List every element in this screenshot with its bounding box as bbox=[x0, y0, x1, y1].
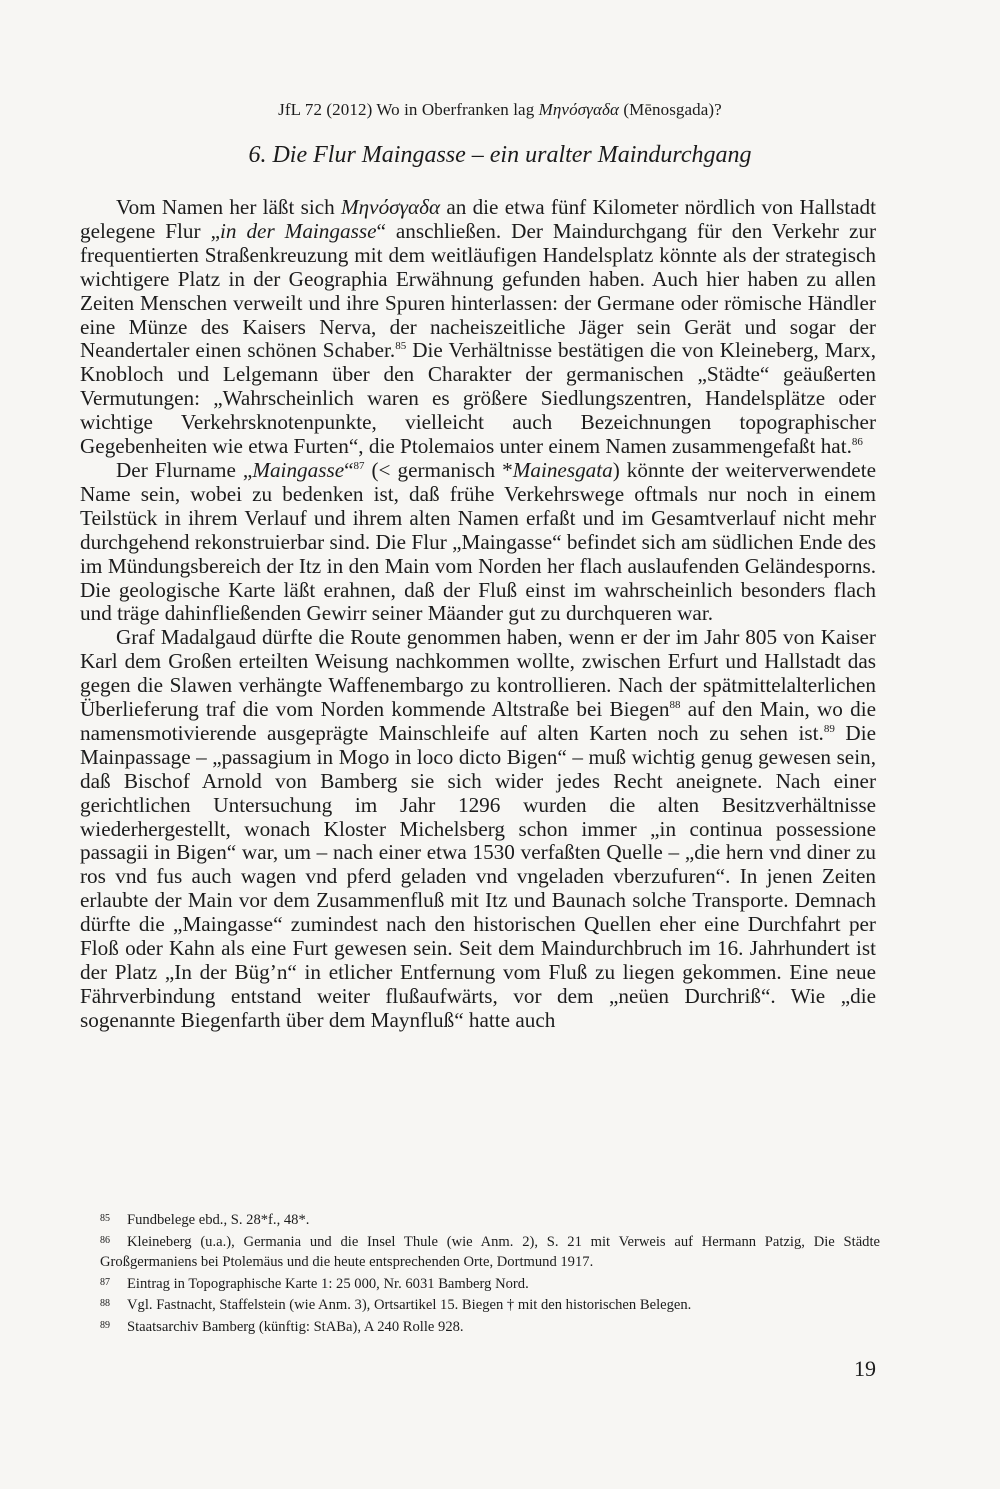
section-heading: 6. Die Flur Maingasse – ein uralter Maindurchgang bbox=[248, 142, 752, 168]
footnote-85 bbox=[100, 1209, 880, 1231]
p1-text-d: Die Verhältnisse bestätigen die von Kleineberg, Marx, Knobloch und Lelgemann über den Charakter der germanischen „Städte“ geäußerten Vermutungen: „Wahrscheinlich waren es größere Siedlungszentren, Handelsplätze oder wichtige Verkehrsknotenpunkte, vielleicht auch Bezeichnungen topographischer Gegebenheiten wie etwa Furten“, die Ptolemaios unter einem Namen zusammengefaßt hat. bbox=[80, 338, 876, 459]
running-head bbox=[0, 100, 1000, 120]
p3-text-b: auf den Main, wo die namensmotivierende ausgeprägte Mainschleife auf alten Karten noch zu sehen ist. bbox=[80, 697, 876, 745]
body-text bbox=[80, 196, 876, 1033]
footnote-text: Fundbelege ebd., S. 28*f., 48*. bbox=[127, 1212, 310, 1228]
footnote-number: 87 bbox=[100, 1276, 110, 1288]
page-number: 19 bbox=[854, 1356, 876, 1381]
paragraph-2 bbox=[80, 459, 876, 626]
p2-text-d: ) könnte der weiterverwendete Name sein, wobei zu bedenken ist, daß frühe Verkehrswege oftmals nur noch in einem Teilstück in ihrem Verlauf und ihrem alten Namen erfaßt und im Gesamtverlauf nicht mehr durchgehend rekonstruierbar sind. Die Flur „Maingasse“ befindet sich am südlichen Ende des im Mündungsbereich der Itz in den Main vom Norden her flach auslaufenden Geländesporns. Die geologische Karte läßt erahnen, daß der Fluß einst im wahrscheinlich besonders flach und träge dahinfließenden Gewirr seiner Mäander gut zu durchqueren war. bbox=[80, 457, 877, 626]
p2-italic-maingasse: Maingasse bbox=[252, 457, 345, 482]
footnote-ref-87[interactable]: 87 bbox=[353, 459, 365, 472]
paragraph-3 bbox=[80, 626, 876, 1032]
p2-text-b: “ bbox=[344, 457, 354, 482]
footnote-ref-89[interactable]: 89 bbox=[823, 722, 835, 735]
footnote-ref-88[interactable]: 88 bbox=[669, 698, 681, 711]
p1-text-a: Vom Namen her läßt sich bbox=[116, 195, 342, 219]
footnote-88 bbox=[100, 1294, 880, 1316]
paragraph-1 bbox=[80, 196, 876, 459]
p2-text-c: (< germanisch * bbox=[364, 457, 513, 482]
p1-greek-word: Μηνόσγαδα bbox=[341, 195, 441, 219]
footnote-87 bbox=[100, 1273, 880, 1295]
footnote-86 bbox=[100, 1231, 880, 1273]
footnote-text: Staatsarchiv Bamberg (künftig: StABa), A 240 Rolle 928. bbox=[127, 1318, 464, 1335]
p3-text-c: Die Mainpassage – „passagium in Mogo in loco dicto Bigen“ – muß wichtig genug gewesen sein, daß Bischof Arnold von Bamberg sie sich wider jedes Recht aneignete. Nach einer gerichtlichen Untersuchung im Jahr 1296 wurden die alten Besitzverhältnisse wiederhergestellt, wonach Kloster Michelsberg schon immer „in continua possessione passagii in Bigen“ war, um – nach einer etwa 1530 verfaßten Quelle – „die hern vnd diner zu ros vnd fus auch wagen vnd pferd geladen vnd vngeladen vberzufuren“. In jenen Zeiten erlaubte der Main vor dem Zusammenfluß mit Itz und Baunach solche Transporte. Demnach dürfte die „Maingasse“ zumindest nach den historischen Quellen eher eine Durchfahrt per Floß oder Kahn als eine Furt gewesen sein. Seit dem Maindurchbruch im 16. Jahrhundert ist der Platz „In der Büg’n“ in etlicher Entfernung vom Fluß zu liegen gekommen. Eine neue Fährverbindung entstand weiter flußaufwärts, vor dem „neüen Durchriß“. Wie „die sogenannte Biegenfarth über dem Maynfluß“ hatte auch bbox=[80, 720, 877, 1032]
p2-italic-mainesgata: Mainesgata bbox=[512, 457, 613, 482]
p1-italic-term: in der Maingasse bbox=[219, 218, 377, 243]
p2-text-a: Der Flurname „ bbox=[116, 457, 253, 482]
running-head-suffix: (Mēnosgada)? bbox=[619, 100, 722, 119]
footnote-number: 85 bbox=[100, 1213, 110, 1224]
p3-text-a: Graf Madalgaud dürfte die Route genommen haben, wenn er der im Jahr 805 von Kaiser Karl dem Großen erteilten Weisung nachkommen wollte, zwischen Erfurt und Hallstadt das gegen die Slawen verhängte Waffenembargo zu kontrollieren. Nach der spätmittelalterlichen Überlieferung traf die vom Norden kommende Altstraße bei Biegen bbox=[80, 625, 876, 722]
footnote-ref-86[interactable]: 86 bbox=[851, 436, 863, 448]
footnote-number: 89 bbox=[100, 1319, 110, 1331]
footnote-text: Eintrag in Topographische Karte 1: 25 000, Nr. 6031 Bamberg Nord. bbox=[127, 1275, 529, 1292]
footnote-89 bbox=[100, 1316, 880, 1338]
footnote-text: Vgl. Fastnacht, Staffelstein (wie Anm. 3), Ortsartikel 15. Biegen † mit den historischen Belegen. bbox=[127, 1297, 692, 1313]
footnote-number: 86 bbox=[100, 1234, 110, 1246]
footnotes bbox=[100, 1209, 880, 1337]
p1-text-b: an die etwa fünf Kilometer nördlich von Hallstadt gelegene Flur „ bbox=[80, 195, 876, 243]
running-head-greek-title: Μηνόσγαδα bbox=[538, 100, 620, 119]
footnote-ref-85[interactable]: 85 bbox=[395, 340, 407, 353]
running-head-prefix: JfL 72 (2012) Wo in Oberfranken lag bbox=[278, 100, 539, 119]
p1-text-c: “ anschließen. Der Maindurchgang für den Verkehr zur frequentierten Straßenkreuzung mit dem weitläufigen Handelsplatz könnte als der strategisch wichtigere Platz in der Geographia Erwähnung gefunden haben. Auch hier haben zu allen Zeiten Menschen verweilt und ihre Spuren hinterlassen: der Germane oder römische Händler eine Münze des Kaisers Nerva, der nacheiszeitliche Jäger sein Gerät und sogar der Neandertaler einen schönen Schaber. bbox=[80, 218, 877, 363]
footnote-number: 88 bbox=[100, 1298, 110, 1309]
footnote-text: Kleineberg (u.a.), Germania und die Insel Thule (wie Anm. 2), S. 21 mit Verweis auf Hermann Patzig, Die Städte Großgermaniens bei Ptolemäus und die heute entsprechenden Orte, Dortmund 1917. bbox=[100, 1233, 880, 1270]
